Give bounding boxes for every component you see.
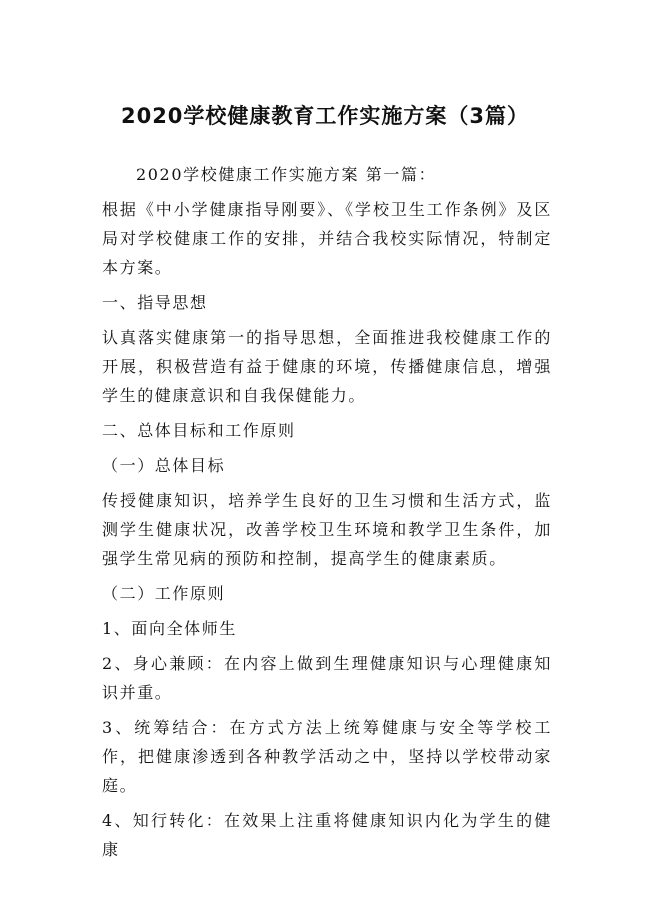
- paragraph-basis: 根据《中小学健康指导刚要》、《学校卫生工作条例》及区局对学校健康工作的安排，并结合我校实际情况，特制定本方案。: [102, 200, 552, 277]
- paragraph-overall-goal: 传授健康知识，培养学生良好的卫生习惯和生活方式，监测学生健康状况，改善学校卫生环境和教学卫生条件，加强学生常见病的预防和控制，提高学生的健康素质。: [102, 491, 552, 568]
- paragraph-guiding-ideology: 认真落实健康第一的指导思想，全面推进我校健康工作的开展，积极营造有益于健康的环境，传播健康信息，增强学生的健康意识和自我保健能力。: [102, 328, 552, 405]
- list-item-principle-4: 4、知行转化：在效果上注重将健康知识内化为学生的健康: [102, 811, 552, 859]
- document-title: 2020学校健康教育工作实施方案（3篇）: [120, 104, 530, 128]
- heading-goals-and-principles: 二、总体目标和工作原则: [102, 421, 296, 440]
- list-item-principle-2: 2、身心兼顾：在内容上做到生理健康知识与心理健康知识并重。: [102, 654, 552, 702]
- subheading-overall-goal: （一）总体目标: [102, 456, 226, 475]
- list-item-principle-3: 3、统筹结合：在方式方法上统筹健康与安全等学校工作，把健康渗透到各种教学活动之中，坚持以学校带动家庭。: [102, 718, 552, 795]
- section-heading-part-one: 2020学校健康工作实施方案 第一篇：: [136, 165, 437, 184]
- heading-guiding-ideology: 一、指导思想: [102, 293, 208, 312]
- list-item-principle-1: 1、面向全体师生: [102, 619, 237, 638]
- subheading-work-principles: （二）工作原则: [102, 584, 226, 603]
- document-body: [102, 160, 552, 870]
